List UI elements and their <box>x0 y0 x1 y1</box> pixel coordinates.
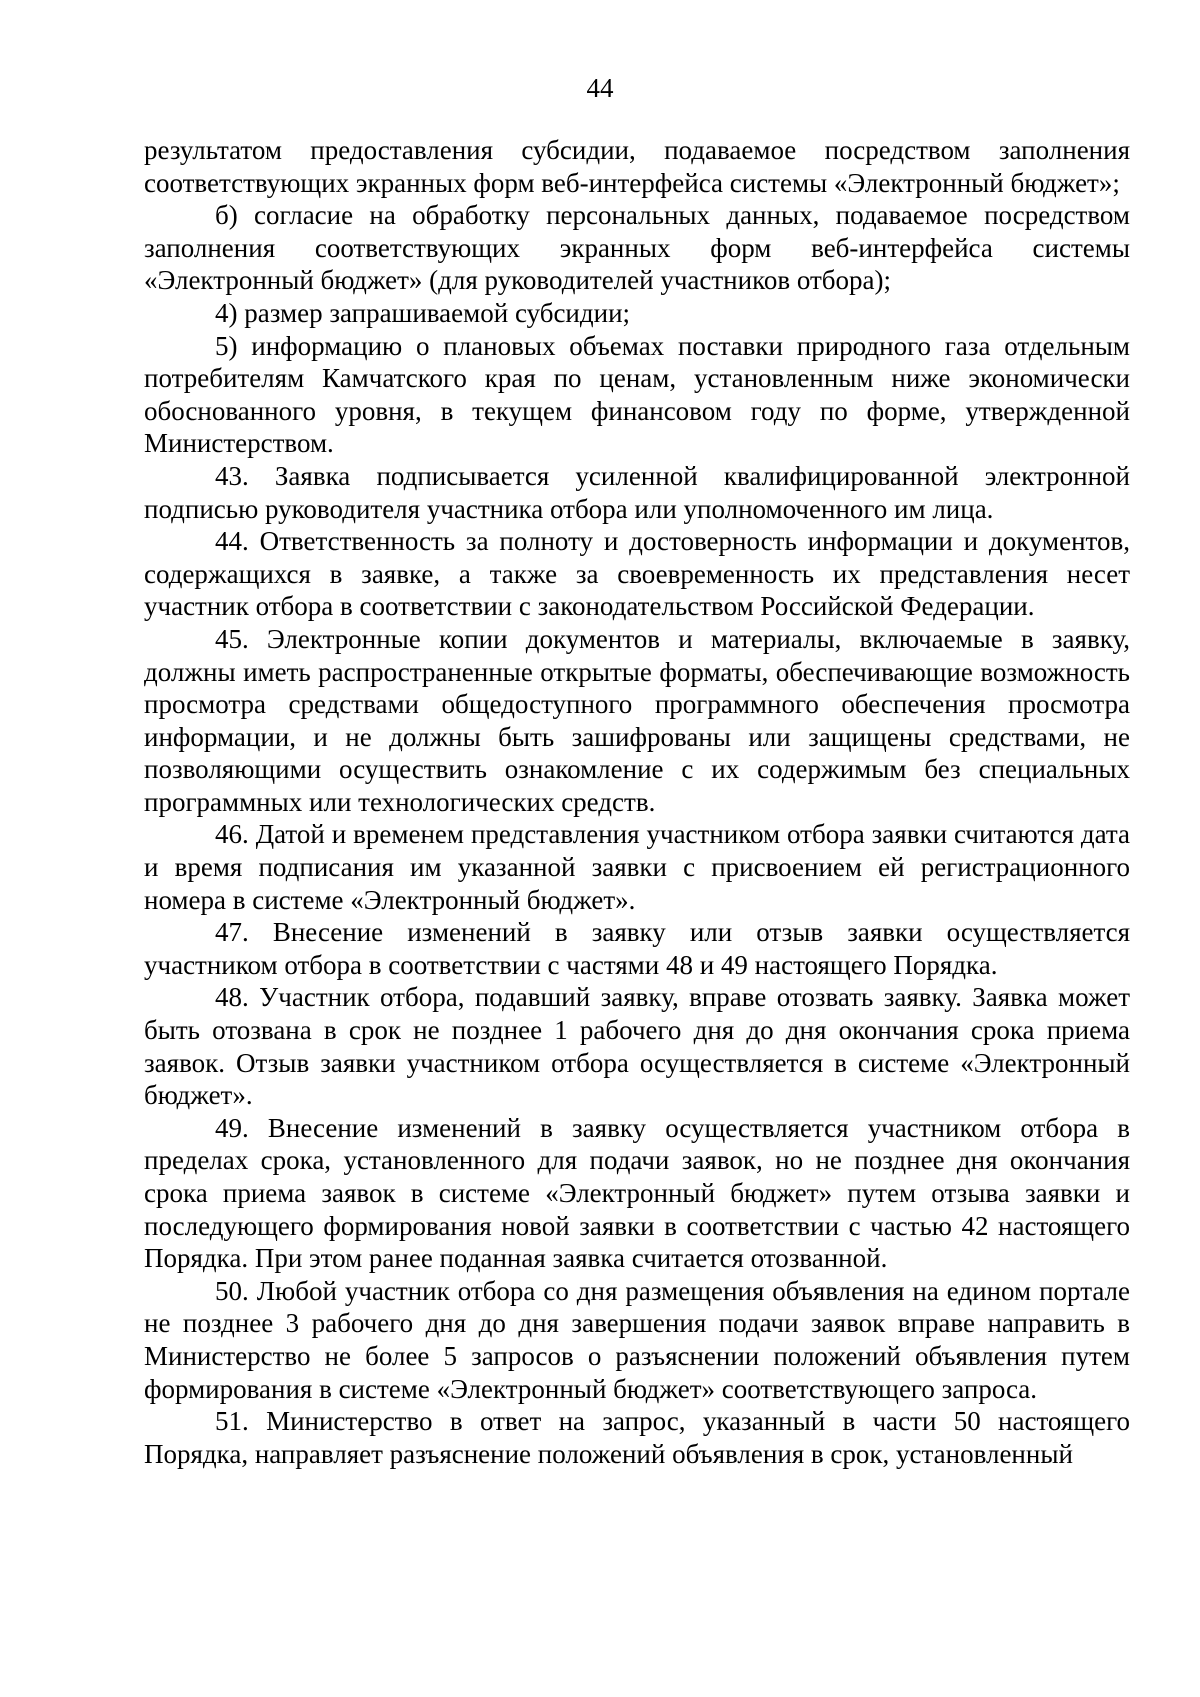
paragraph-51: 51. Министерство в ответ на запрос, указанный в части 50 настоящего Порядка, направляет разъяснение положений объявления в срок, установленный <box>144 1406 1130 1469</box>
document-body <box>144 134 1130 1470</box>
paragraph-47: 47. Внесение изменений в заявку или отзыв заявки осуществляется участником отбора в соответствии с частями 48 и 49 настоящего Порядка. <box>144 917 1130 980</box>
paragraph-49: 49. Внесение изменений в заявку осуществляется участником отбора в пределах срока, установленного для подачи заявок, но не позднее дня окончания срока приема заявок в системе «Электронный бюджет» путем отзыва заявки и последующего формирования новой заявки в соответствии с частью 42 настоящего Порядка. При этом ранее поданная заявка считается отозванной. <box>144 1112 1130 1274</box>
paragraph-46: 46. Датой и временем представления участником отбора заявки считаются дата и время подписания им указанной заявки с присвоением ей регистрационного номера в системе «Электронный бюджет». <box>144 819 1130 915</box>
paragraph-consent-b: б) согласие на обработку персональных данных, подаваемое посредством заполнения соответствующих экранных форм веб-интерфейса системы «Электронный бюджет» (для руководителей участников отбора); <box>144 200 1130 296</box>
paragraph-50: 50. Любой участник отбора со дня размещения объявления на едином портале не позднее 3 рабочего дня до дня завершения подачи заявок вправе направить в Министерство не более 5 запросов о разъяснении положений объявления путем формирования в системе «Электронный бюджет» соответствующего запроса. <box>144 1275 1130 1404</box>
paragraph-45: 45. Электронные копии документов и материалы, включаемые в заявку, должны иметь распространенные открытые форматы, обеспечивающие возможность просмотра средствами общедоступного программного обеспечения просмотра информации, и не должны быть зашифрованы или защищены средствами, не позволяющими осуществить ознакомление с их содержимым без специальных программных или технологических средств. <box>144 623 1130 817</box>
paragraph-item-5: 5) информацию о плановых объемах поставки природного газа отдельным потребителям Камчатского края по ценам, установленным ниже экономически обоснованного уровня, в текущем финансовом году по форме, утвержденной Министерством. <box>144 330 1130 459</box>
paragraph-43: 43. Заявка подписывается усиленной квалифицированной электронной подписью руководителя участника отбора или уполномоченного им лица. <box>144 460 1130 524</box>
paragraph-48: 48. Участник отбора, подавший заявку, вправе отозвать заявку. Заявка может быть отозвана в срок не позднее 1 рабочего дня до дня окончания срока приема заявок. Отзыв заявки участником отбора осуществляется в системе «Электронный бюджет». <box>144 982 1130 1111</box>
paragraph-44: 44. Ответственность за полноту и достоверность информации и документов, содержащихся в заявке, а также за своевременность их представления несет участник отбора в соответствии с законодательством Российской Федерации. <box>144 526 1130 622</box>
paragraph-item-4: 4) размер запрашиваемой субсидии; <box>215 297 631 328</box>
page-number: 44 <box>586 73 614 103</box>
paragraph-continuation: результатом предоставления субсидии, подаваемое посредством заполнения соответствующих экранных форм веб-интерфейса системы «Электронный бюджет»; <box>144 135 1130 198</box>
